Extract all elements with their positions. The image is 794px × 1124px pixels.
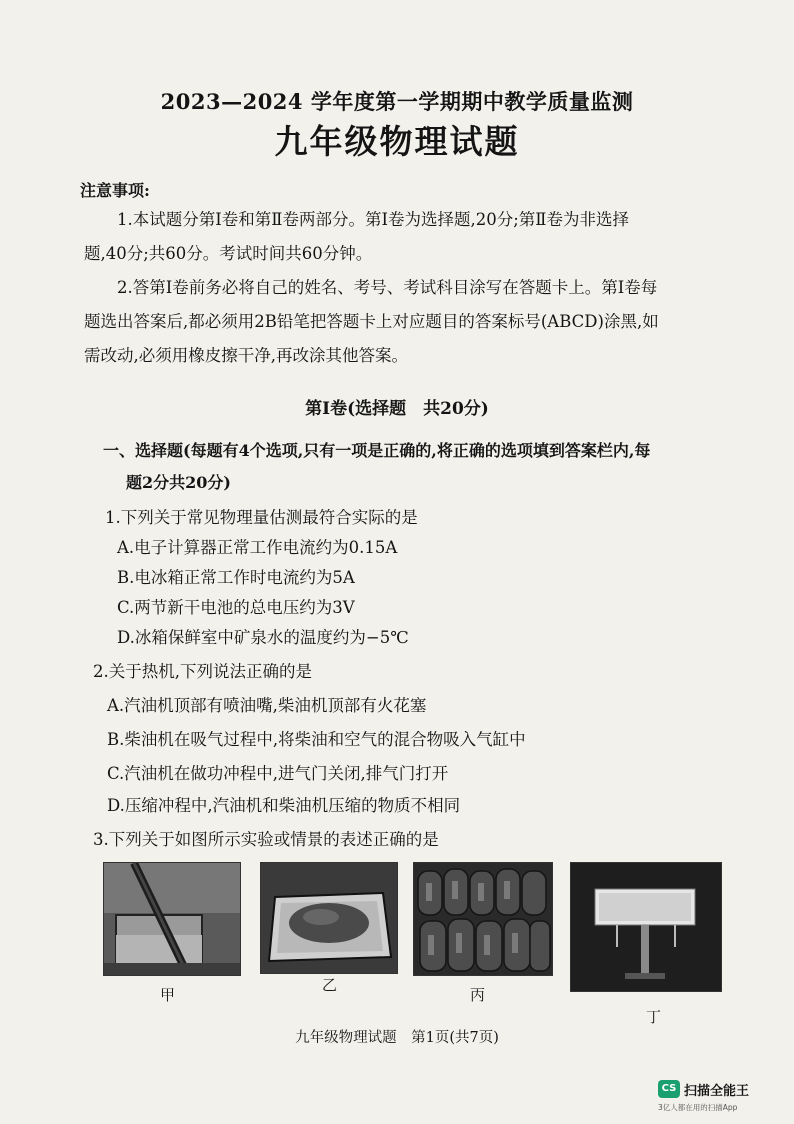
figure-yi-caption: 乙 — [322, 976, 338, 994]
figure-ding-caption: 丁 — [646, 1008, 662, 1026]
figure-bing-caption: 丙 — [470, 986, 486, 1004]
question-2-option-b: B.柴油机在吸气过程中,将柴油和空气的混合物吸入气缸中 — [107, 730, 526, 749]
note-1-line-1: 1.本试题分第Ⅰ卷和第Ⅱ卷两部分。第Ⅰ卷为选择题,20分;第Ⅱ卷为非选择 — [117, 210, 630, 229]
note-2-line-3: 需改动,必须用橡皮擦干净,再改涂其他答案。 — [84, 346, 408, 365]
question-2-stem: 2.关于热机,下列说法正确的是 — [93, 662, 312, 681]
scanner-watermark — [658, 1076, 778, 1116]
question-1-option-b: B.电冰箱正常工作时电流约为5A — [117, 568, 355, 587]
exam-title: 2023—2024 学年度第一学期期中教学质量监测 — [160, 89, 634, 114]
figure-jia-caption: 甲 — [160, 986, 176, 1004]
figure-yi-photo — [260, 862, 398, 974]
section-title: 第Ⅰ卷(选择题 共20分) — [305, 399, 489, 419]
figure-ding-photo — [570, 862, 722, 992]
note-1-line-2: 题,40分;共60分。考试时间共60分钟。 — [84, 244, 373, 263]
question-1-option-c: C.两节新干电池的总电压约为3V — [117, 598, 355, 617]
watermark-brand-name: 扫描全能王 — [684, 1084, 750, 1099]
question-2-option-d: D.压缩冲程中,汽油机和柴油机压缩的物质不相同 — [107, 796, 461, 815]
figure-jia-photo — [103, 862, 241, 976]
watermark-tagline: 3亿人都在用的扫描App — [658, 1103, 738, 1112]
question-1-stem: 1.下列关于常见物理量估测最符合实际的是 — [105, 508, 418, 527]
question-1-option-a: A.电子计算器正常工作电流约为0.15A — [117, 538, 398, 557]
question-2-option-c: C.汽油机在做功冲程中,进气门关闭,排气门打开 — [107, 764, 449, 783]
section-instruction-line-1: 一、选择题(每题有4个选项,只有一项是正确的,将正确的选项填到答案栏内,每 — [103, 441, 651, 460]
question-3-stem: 3.下列关于如图所示实验或情景的表述正确的是 — [93, 830, 439, 849]
question-1-option-d: D.冰箱保鲜室中矿泉水的温度约为−5℃ — [117, 628, 409, 647]
figure-bing-photo — [413, 862, 553, 976]
question-2-option-a: A.汽油机顶部有喷油嘴,柴油机顶部有火花塞 — [107, 696, 427, 715]
subject-title: 九年级物理试题 — [274, 122, 520, 161]
note-2-line-2: 题选出答案后,都必须用2B铅笔把答题卡上对应题目的答案标号(ABCD)涂黑,如 — [84, 312, 659, 331]
notes-heading: 注意事项: — [80, 181, 150, 200]
section-instruction-line-2: 题2分共20分) — [126, 473, 231, 492]
note-2-line-1: 2.答第Ⅰ卷前务必将自己的姓名、考号、考试科目涂写在答题卡上。第Ⅰ卷每 — [117, 278, 658, 297]
page-footer: 九年级物理试题 第1页(共7页) — [295, 1030, 499, 1046]
camscanner-logo: CS — [658, 1080, 680, 1098]
